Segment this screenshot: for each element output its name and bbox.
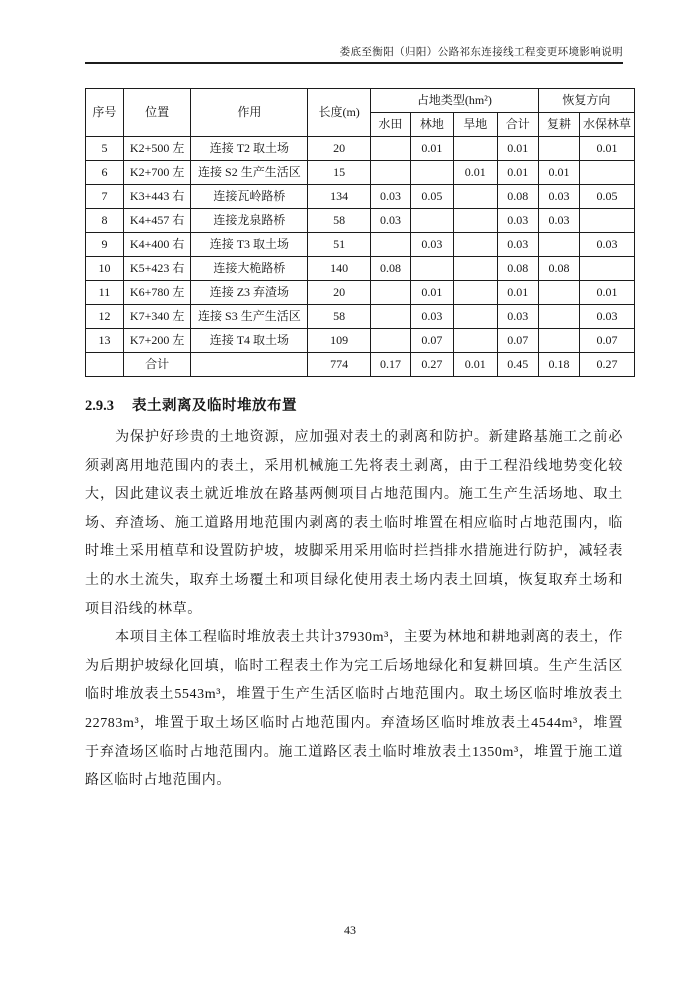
cell-forest: 0.07 xyxy=(410,329,453,353)
cell-dry xyxy=(453,137,497,161)
cell-paddy xyxy=(370,329,410,353)
table-total-row xyxy=(86,353,635,377)
col-header-forest: 林地 xyxy=(410,113,453,137)
cell-recult xyxy=(538,281,579,305)
cell-function: 连接 S3 生产生活区 xyxy=(191,305,308,329)
cell-forest xyxy=(410,209,453,233)
cell-recult xyxy=(538,305,579,329)
cell-seq: 10 xyxy=(86,257,124,281)
cell-forest: 0.27 xyxy=(410,353,453,377)
cell-location: K2+500 左 xyxy=(123,137,191,161)
col-header-length: 长度(m) xyxy=(308,89,371,137)
cell-conserv: 0.07 xyxy=(580,329,635,353)
cell-length: 20 xyxy=(308,137,371,161)
cell-location: K7+340 左 xyxy=(123,305,191,329)
cell-seq: 13 xyxy=(86,329,124,353)
cell-location: 合计 xyxy=(123,353,191,377)
cell-forest: 0.03 xyxy=(410,233,453,257)
cell-recult: 0.08 xyxy=(538,257,579,281)
cell-dry xyxy=(453,233,497,257)
page-content xyxy=(85,88,637,796)
cell-forest: 0.03 xyxy=(410,305,453,329)
cell-location: K4+457 右 xyxy=(123,209,191,233)
cell-total: 0.03 xyxy=(497,233,538,257)
cell-length: 20 xyxy=(308,281,371,305)
cell-paddy xyxy=(370,305,410,329)
cell-seq: 9 xyxy=(86,233,124,257)
cell-function: 连接 T2 取土场 xyxy=(191,137,308,161)
col-header-location: 位置 xyxy=(123,89,191,137)
land-use-table xyxy=(85,88,635,377)
cell-paddy xyxy=(370,161,410,185)
cell-location: K5+423 右 xyxy=(123,257,191,281)
col-group-land-type: 占地类型(hm²) xyxy=(370,89,538,113)
cell-forest xyxy=(410,161,453,185)
cell-function xyxy=(191,353,308,377)
cell-length: 109 xyxy=(308,329,371,353)
cell-conserv: 0.03 xyxy=(580,233,635,257)
cell-recult xyxy=(538,329,579,353)
cell-function: 连接 T3 取土场 xyxy=(191,233,308,257)
page-footer xyxy=(0,923,700,938)
cell-paddy: 0.08 xyxy=(370,257,410,281)
running-header-title: 娄底至衡阳（归阳）公路祁东连接线工程变更环境影响说明 xyxy=(339,47,623,58)
cell-total: 0.01 xyxy=(497,281,538,305)
cell-forest xyxy=(410,257,453,281)
cell-dry: 0.01 xyxy=(453,161,497,185)
cell-recult xyxy=(538,137,579,161)
cell-seq: 11 xyxy=(86,281,124,305)
cell-length: 140 xyxy=(308,257,371,281)
cell-function: 连接 T4 取土场 xyxy=(191,329,308,353)
cell-dry xyxy=(453,329,497,353)
table-row xyxy=(86,257,635,281)
table-header-row-1 xyxy=(86,89,635,113)
table-row xyxy=(86,209,635,233)
cell-length: 15 xyxy=(308,161,371,185)
cell-dry xyxy=(453,185,497,209)
cell-dry xyxy=(453,209,497,233)
cell-conserv xyxy=(580,257,635,281)
cell-recult: 0.03 xyxy=(538,209,579,233)
section-title: 表土剥离及临时堆放布置 xyxy=(132,398,297,414)
col-header-seq: 序号 xyxy=(86,89,124,137)
cell-conserv: 0.01 xyxy=(580,281,635,305)
cell-paddy: 0.17 xyxy=(370,353,410,377)
cell-seq xyxy=(86,353,124,377)
cell-seq: 5 xyxy=(86,137,124,161)
cell-total: 0.07 xyxy=(497,329,538,353)
table-row xyxy=(86,233,635,257)
cell-paddy xyxy=(370,137,410,161)
cell-total: 0.01 xyxy=(497,161,538,185)
cell-forest: 0.05 xyxy=(410,185,453,209)
table-row xyxy=(86,305,635,329)
cell-location: K3+443 右 xyxy=(123,185,191,209)
cell-paddy xyxy=(370,233,410,257)
cell-seq: 8 xyxy=(86,209,124,233)
cell-recult xyxy=(538,233,579,257)
cell-location: K2+700 左 xyxy=(123,161,191,185)
cell-length: 774 xyxy=(308,353,371,377)
col-header-conserv: 水保林草 xyxy=(580,113,635,137)
col-group-recovery: 恢复方向 xyxy=(538,89,634,113)
cell-dry xyxy=(453,257,497,281)
cell-seq: 6 xyxy=(86,161,124,185)
cell-paddy xyxy=(370,281,410,305)
col-header-total: 合计 xyxy=(497,113,538,137)
cell-forest: 0.01 xyxy=(410,137,453,161)
cell-function: 连接大桅路桥 xyxy=(191,257,308,281)
col-header-recult: 复耕 xyxy=(538,113,579,137)
cell-dry xyxy=(453,281,497,305)
section-number: 2.9.3 xyxy=(85,398,114,414)
running-header xyxy=(85,44,623,64)
col-header-paddy: 水田 xyxy=(370,113,410,137)
table-row xyxy=(86,185,635,209)
cell-function: 连接 Z3 弃渣场 xyxy=(191,281,308,305)
table-row xyxy=(86,329,635,353)
col-header-function: 作用 xyxy=(191,89,308,137)
table-row xyxy=(86,281,635,305)
cell-location: K6+780 左 xyxy=(123,281,191,305)
cell-conserv: 0.05 xyxy=(580,185,635,209)
cell-total: 0.08 xyxy=(497,257,538,281)
cell-length: 58 xyxy=(308,305,371,329)
cell-total: 0.45 xyxy=(497,353,538,377)
cell-function: 连接龙泉路桥 xyxy=(191,209,308,233)
cell-location: K4+400 右 xyxy=(123,233,191,257)
cell-paddy: 0.03 xyxy=(370,209,410,233)
cell-seq: 12 xyxy=(86,305,124,329)
cell-function: 连接 S2 生产生活区 xyxy=(191,161,308,185)
cell-total: 0.01 xyxy=(497,137,538,161)
cell-conserv: 0.03 xyxy=(580,305,635,329)
col-header-dry: 旱地 xyxy=(453,113,497,137)
table-row xyxy=(86,137,635,161)
cell-conserv xyxy=(580,209,635,233)
cell-total: 0.03 xyxy=(497,209,538,233)
cell-recult: 0.03 xyxy=(538,185,579,209)
cell-seq: 7 xyxy=(86,185,124,209)
paragraph-topsoil-volumes: 本项目主体工程临时堆放表土共计37930m³，主要为林地和耕地剥离的表土，作为后期护坡绿化回填，临时工程表土作为完工后场地绿化和复耕回填。生产生活区临时堆放表土5543m³，堆置于生产生活区临时占地范围内。取土场区临时堆放表土22783m³，堆置于取土场区临时占地范围内。弃渣场区临时堆放表土4544m³，堆置于弃渣场区临时占地范围内。施工道路区表土临时堆放表土1350m³，堆置于施工道路区临时占地范围内。 xyxy=(85,630,623,789)
cell-recult: 0.01 xyxy=(538,161,579,185)
cell-conserv: 0.01 xyxy=(580,137,635,161)
paragraph-topsoil-protection: 为保护好珍贵的土地资源，应加强对表土的剥离和防护。新建路基施工之前必须剥离用地范围内的表土，采用机械施工先将表土剥离，由于工程沿线地势变化较大，因此建议表土就近堆放在路基两侧项目占地范围内。施工生产生活场地、取土场、弃渣场、施工道路用地范围内剥离的表土临时堆置在相应临时占地范围内，临时堆土采用植草和设置防护坡，坡脚采用采用临时拦挡排水措施进行防护，减轻表土的水土流失，取弃土场覆土和项目绿化使用表土场内表土回填，恢复取弃土场和项目沿线的林草。 xyxy=(85,430,623,617)
cell-location: K7+200 左 xyxy=(123,329,191,353)
cell-paddy: 0.03 xyxy=(370,185,410,209)
cell-length: 51 xyxy=(308,233,371,257)
cell-forest: 0.01 xyxy=(410,281,453,305)
cell-function: 连接瓦岭路桥 xyxy=(191,185,308,209)
cell-length: 134 xyxy=(308,185,371,209)
section-heading xyxy=(85,394,637,415)
cell-dry xyxy=(453,305,497,329)
cell-dry: 0.01 xyxy=(453,353,497,377)
table-row xyxy=(86,161,635,185)
table-header xyxy=(86,89,635,137)
table-body xyxy=(86,137,635,377)
cell-recult: 0.18 xyxy=(538,353,579,377)
cell-total: 0.08 xyxy=(497,185,538,209)
cell-total: 0.03 xyxy=(497,305,538,329)
cell-conserv: 0.27 xyxy=(580,353,635,377)
cell-conserv xyxy=(580,161,635,185)
page-number: 43 xyxy=(344,923,356,937)
cell-length: 58 xyxy=(308,209,371,233)
